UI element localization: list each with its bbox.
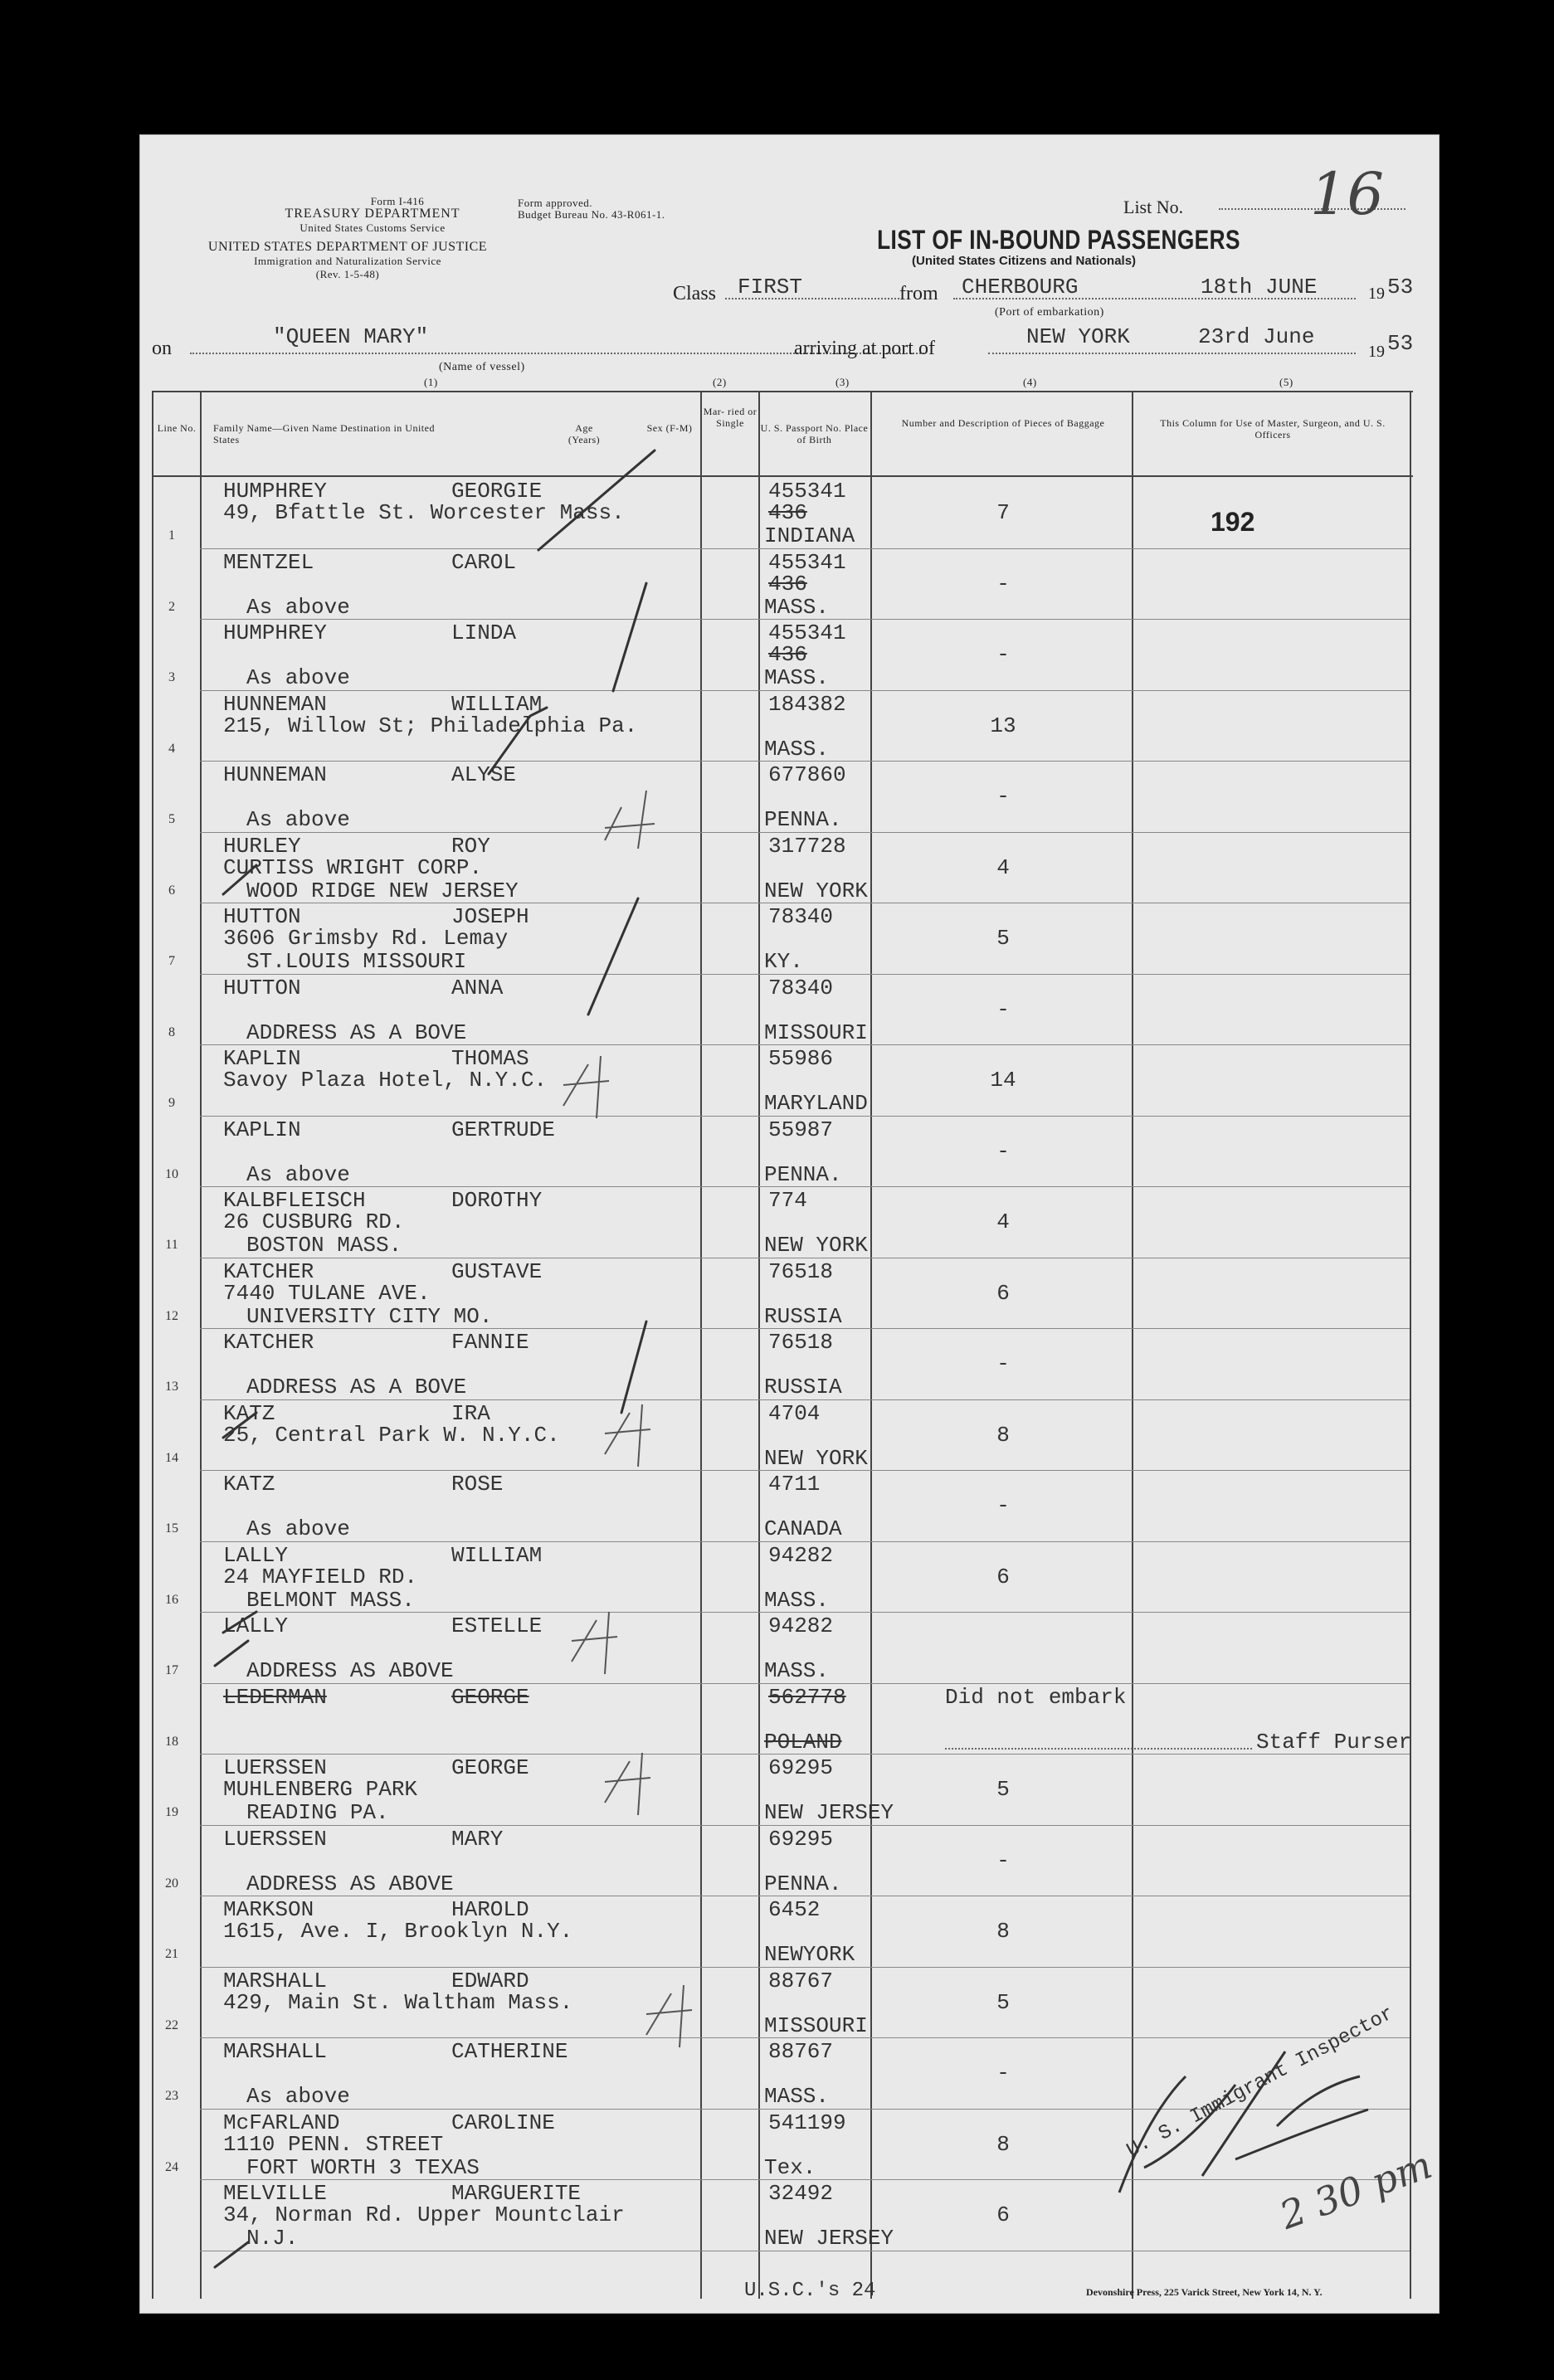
place-of-birth: KY. [764, 949, 803, 974]
baggage-count: 6 [996, 1564, 1010, 1589]
given-name: CAROLINE [451, 2110, 555, 2135]
family-name: LUERSSEN [223, 1755, 327, 1780]
place-of-birth: NEW YORK [764, 1445, 868, 1471]
address-line-2: ADDRESS AS A BOVE [246, 1375, 467, 1399]
baggage-count: 8 [996, 2131, 1010, 2157]
address-line-2: BOSTON MASS. [246, 1233, 402, 1258]
passport-number: 541199 [768, 2110, 846, 2135]
on-label: on [152, 338, 172, 359]
passport-number-struck: 436 [768, 642, 807, 667]
line-number: 12 [165, 1308, 178, 1323]
place-of-birth: NEW YORK [764, 878, 868, 903]
baggage-count: 6 [996, 1280, 1010, 1306]
inspection-time: 2 30 pm [1274, 2142, 1438, 2238]
place-of-birth: MASS. [764, 2084, 830, 2109]
given-name: ESTELLE [451, 1613, 543, 1638]
justice-department: UNITED STATES DEPARTMENT OF JUSTICE [207, 240, 488, 254]
customs-service: United States Customs Service [300, 221, 446, 234]
embarkation-date: 18th JUNE [1201, 275, 1318, 299]
year-prefix-2: 19 [1368, 343, 1385, 361]
family-name: KATZ [223, 1472, 275, 1497]
address-line-2: FORT WORTH 3 TEXAS [246, 2154, 480, 2180]
address-line-2: As above [246, 1516, 350, 1541]
line-number: 2 [168, 599, 175, 614]
baggage-count: 7 [996, 500, 1010, 525]
baggage-note: Did not embark [945, 1684, 1127, 1710]
arrival-year: 53 [1387, 331, 1414, 356]
given-name: CATHERINE [451, 2039, 568, 2064]
place-of-birth: MARYLAND [764, 1091, 868, 1116]
line-number: 21 [165, 1947, 178, 1961]
line-number: 4 [168, 741, 175, 756]
passport-number: 55986 [768, 1046, 834, 1071]
family-name: MARSHALL [223, 1968, 327, 1993]
address-line-2: As above [246, 2084, 350, 2109]
col-num-3: (3) [835, 376, 850, 388]
passport-number: 55987 [768, 1117, 834, 1142]
arriving-label: arriving at port of [794, 338, 935, 359]
baggage-count: 4 [996, 1209, 1010, 1234]
place-of-birth: NEW JERSEY [764, 2226, 894, 2251]
baggage-count: 8 [996, 1919, 1010, 1944]
port-of-embarkation: CHERBOURG [962, 275, 1079, 299]
passport-number: 69295 [768, 1826, 834, 1852]
place-of-birth: MASS. [764, 594, 830, 620]
address-line-1: 1110 PENN. STREET [223, 2131, 444, 2157]
treasury-department: TREASURY DEPARTMENT [285, 207, 460, 221]
line-number: 24 [165, 2159, 178, 2174]
baggage-count: - [996, 784, 1010, 809]
passport-number: 76518 [768, 1258, 834, 1284]
passport-number: 774 [768, 1188, 807, 1213]
given-name: CAROL [451, 549, 517, 575]
passport-number: 88767 [768, 1968, 834, 1993]
punch-hole [91, 332, 129, 377]
baggage-count: - [996, 2061, 1010, 2086]
arrival-port: NEW YORK [1026, 324, 1130, 349]
line-number: 5 [168, 812, 175, 826]
address-line-1: CURTISS WRIGHT CORP. [223, 854, 483, 880]
col-sex: Sex (F-M) [646, 422, 693, 434]
address-line-1: 215, Willow St; Philadelphia Pa. [223, 713, 638, 738]
col-age: Age (Years) [568, 422, 601, 445]
address-line-2: As above [246, 594, 350, 620]
col-num-5: (5) [1279, 376, 1293, 388]
form-number: Form I-416 [370, 195, 425, 207]
revision: (Rev. 1-5-48) [315, 268, 380, 280]
family-name: McFARLAND [223, 2110, 340, 2135]
family-name: KATCHER [223, 1330, 314, 1355]
immigration-service: Immigration and Naturalization Service [254, 255, 441, 267]
given-name: GUSTAVE [451, 1258, 543, 1284]
line-number: 14 [165, 1450, 178, 1465]
family-name: HURLEY [223, 833, 301, 859]
punch-hole [91, 184, 129, 229]
passport-number: 4704 [768, 1400, 821, 1426]
place-of-birth: POLAND [764, 1729, 842, 1755]
passport-number: 4711 [768, 1472, 821, 1497]
given-name: THOMAS [451, 1046, 529, 1071]
passenger-manifest-page [139, 134, 1440, 2314]
given-name: HAROLD [451, 1897, 529, 1922]
punch-hole [91, 1630, 129, 1675]
list-no-label: List No. [1123, 197, 1184, 217]
embarkation-year: 53 [1387, 275, 1414, 299]
baggage-count: - [996, 1847, 1010, 1873]
address-line-2: READING PA. [246, 1800, 389, 1825]
passport-number: 69295 [768, 1755, 834, 1780]
passport-number: 562778 [768, 1684, 846, 1710]
printer-imprint: Devonshire Press, 225 Varick Street, New York 14, N. Y. [1086, 2286, 1323, 2298]
passport-number: 184382 [768, 691, 846, 717]
budget-bureau: Budget Bureau No. 43-R061-1. [518, 208, 665, 221]
passport-number: 6452 [768, 1897, 821, 1922]
passport-number: 677860 [768, 762, 846, 787]
given-name: DOROTHY [451, 1188, 543, 1213]
baggage-count: 5 [996, 1989, 1010, 2015]
col-baggage: Number and Description of Pieces of Baggage [901, 417, 1105, 429]
given-name: ANNA [451, 975, 504, 1000]
year-prefix: 19 [1368, 285, 1385, 303]
address-line-1: 49, Bfattle St. Worcester Mass. [223, 500, 625, 525]
given-name: MARGUERITE [451, 2181, 582, 2206]
family-name: KATZ [223, 1400, 275, 1426]
family-name: MARSHALL [223, 2039, 327, 2064]
from-label: from [899, 283, 938, 304]
place-of-birth: RUSSIA [764, 1375, 842, 1399]
inspector-stamp: U. S. Immigrant Inspector [1123, 2002, 1398, 2163]
family-name: HUMPHREY [223, 479, 327, 504]
baggage-count: - [996, 1138, 1010, 1164]
given-name: GERTRUDE [451, 1117, 555, 1142]
address-line-2: As above [246, 807, 350, 832]
family-name: KAPLIN [223, 1117, 301, 1142]
passport-number: 317728 [768, 833, 846, 859]
place-of-birth: PENNA. [764, 1871, 842, 1896]
address-line-2: BELMONT MASS. [246, 1587, 415, 1613]
place-of-birth: MISSOURI [764, 1020, 868, 1045]
place-of-birth: MASS. [764, 1587, 830, 1613]
place-of-birth: MISSOURI [764, 2013, 868, 2038]
address-line-1: 429, Main St. Waltham Mass. [223, 1989, 573, 2015]
address-line-1: MUHLENBERG PARK [223, 1777, 418, 1802]
given-name: ROY [451, 833, 490, 859]
passport-number: 94282 [768, 1542, 834, 1568]
list-number: 16 [1310, 160, 1385, 228]
family-name: KATCHER [223, 1258, 314, 1284]
vessel-caption: (Name of vessel) [439, 361, 525, 373]
passport-number: 32492 [768, 2181, 834, 2206]
address-line-1: 7440 TULANE AVE. [223, 1280, 431, 1306]
passport-number-struck: 436 [768, 500, 807, 525]
family-name: HUNNEMAN [223, 691, 327, 717]
line-number: 23 [165, 2089, 178, 2103]
passport-number-struck: 436 [768, 571, 807, 596]
baggage-count: - [996, 1351, 1010, 1376]
address-line-2: As above [246, 665, 350, 690]
line-number: 11 [165, 1238, 178, 1252]
col-num-4: (4) [1023, 376, 1037, 388]
family-name: LUERSSEN [223, 1826, 327, 1852]
punch-hole [91, 2232, 129, 2276]
line-number: 9 [168, 1096, 175, 1110]
form-approved: Form approved. [518, 197, 593, 209]
family-name: MARKSON [223, 1897, 314, 1922]
family-name: LEDERMAN [223, 1684, 327, 1710]
place-of-birth: INDIANA [764, 523, 855, 548]
family-name: MENTZEL [223, 549, 314, 575]
line-number: 18 [165, 1734, 178, 1749]
given-name: GEORGIE [451, 479, 543, 504]
family-name: HUTTON [223, 975, 301, 1000]
place-of-birth: MASS. [764, 665, 830, 690]
place-of-birth: PENNA. [764, 807, 842, 832]
col-officers: This Column for Use of Master, Surgeon, and U. S. Officers [1160, 417, 1386, 440]
address-line-2: As above [246, 1161, 350, 1187]
place-of-birth: PENNA. [764, 1161, 842, 1187]
passport-number: 78340 [768, 904, 834, 929]
arrival-date: 23rd June [1198, 324, 1315, 349]
address-line-2: UNIVERSITY CITY MO. [246, 1303, 493, 1329]
line-number: 8 [168, 1025, 175, 1039]
family-name: MELVILLE [223, 2181, 327, 2206]
class-value: FIRST [738, 275, 803, 299]
place-of-birth: NEW YORK [764, 1233, 868, 1258]
baggage-count: 5 [996, 926, 1010, 951]
address-line-2: ADDRESS AS ABOVE [246, 1658, 454, 1683]
given-name: ALYSE [451, 762, 517, 787]
col-num-2: (2) [713, 376, 727, 388]
given-name: WILLIAM [451, 1542, 543, 1568]
family-name: KAPLIN [223, 1046, 301, 1071]
given-name: WILLIAM [451, 691, 543, 717]
baggage-count: 8 [996, 1422, 1010, 1448]
given-name: ROSE [451, 1472, 504, 1497]
document-subtitle: (United States Citizens and Nationals) [912, 254, 1137, 268]
address-line-2: ST.LOUIS MISSOURI [246, 949, 467, 974]
col-num-1: (1) [424, 376, 438, 388]
place-of-birth: MASS. [764, 1658, 830, 1683]
baggage-count: 4 [996, 854, 1010, 880]
place-of-birth: NEW JERSEY [764, 1800, 894, 1825]
class-label: Class [673, 283, 717, 304]
baggage-count: 13 [990, 713, 1016, 738]
col-passport: U. S. Passport No. Place of Birth [760, 422, 869, 445]
baggage-count: - [996, 1493, 1010, 1518]
line-number: 7 [168, 954, 175, 968]
address-line-1: 1615, Ave. I, Brooklyn N.Y. [223, 1919, 573, 1944]
given-name: JOSEPH [451, 904, 529, 929]
handwritten-checkmarks [140, 135, 1439, 2313]
line-number: 1 [168, 528, 175, 543]
baggage-count: - [996, 571, 1010, 596]
passport-number: 455341 [768, 549, 846, 575]
line-number: 3 [168, 670, 175, 684]
baggage-count: - [996, 642, 1010, 667]
line-number: 13 [165, 1380, 178, 1394]
given-name: LINDA [451, 621, 517, 645]
address-line-1: 34, Norman Rd. Upper Mountclair [223, 2202, 625, 2227]
passport-number: 88767 [768, 2039, 834, 2064]
document-title: LIST OF IN-BOUND PASSENGERS [877, 225, 1240, 255]
address-line-1: 26 CUSBURG RD. [223, 1209, 405, 1234]
passport-number: 455341 [768, 479, 846, 504]
address-line-2: N.J. [246, 2226, 299, 2251]
family-name: HUTTON [223, 904, 301, 929]
vessel-name: "QUEEN MARY" [273, 324, 429, 349]
punch-hole [91, 1211, 129, 1256]
port-embarkation-caption: (Port of embarkation) [995, 306, 1104, 319]
place-of-birth: MASS. [764, 736, 830, 762]
family-name: HUNNEMAN [223, 762, 327, 787]
address-line-2: ADDRESS AS ABOVE [246, 1871, 454, 1896]
line-number: 20 [165, 1876, 178, 1891]
family-name: HUMPHREY [223, 621, 327, 645]
address-line-1: 3606 Grimsby Rd. Lemay [223, 926, 509, 951]
passport-number: 455341 [768, 621, 846, 645]
line-number: 6 [168, 883, 175, 898]
col-name: Family Name—Given Name Destination in United States [213, 422, 435, 445]
given-name: EDWARD [451, 1968, 529, 1993]
officer-note: Staff Purser [1256, 1729, 1412, 1755]
passport-number: 76518 [768, 1330, 834, 1355]
place-of-birth: Tex. [764, 2154, 816, 2180]
line-number: 16 [165, 1592, 178, 1607]
place-of-birth: RUSSIA [764, 1303, 842, 1329]
citizens-count: U.S.C.'s 24 [744, 2280, 876, 2302]
col-married: Mar- ried or Single [703, 406, 758, 429]
punch-hole [91, 2024, 129, 2069]
family-name: LALLY [223, 1613, 289, 1638]
col-line-no: Line No. [157, 422, 197, 434]
place-of-birth: NEWYORK [764, 1942, 855, 1967]
line-number: 17 [165, 1663, 178, 1677]
given-name: GEORGE [451, 1684, 529, 1710]
family-name: KALBFLEISCH [223, 1188, 366, 1213]
baggage-count: 6 [996, 2202, 1010, 2227]
officer-note: 192 [1211, 507, 1255, 537]
passport-number: 94282 [768, 1613, 834, 1638]
address-line-2: WOOD RIDGE NEW JERSEY [246, 878, 519, 903]
baggage-count: 14 [990, 1068, 1016, 1093]
baggage-count: - [996, 996, 1010, 1022]
place-of-birth: CANADA [764, 1516, 842, 1541]
given-name: FANNIE [451, 1330, 529, 1355]
given-name: MARY [451, 1826, 504, 1852]
address-line-1: 24 MAYFIELD RD. [223, 1564, 418, 1589]
line-number: 15 [165, 1521, 178, 1536]
baggage-count: 5 [996, 1777, 1010, 1802]
punch-hole [91, 722, 129, 767]
line-number: 19 [165, 1805, 178, 1819]
given-name: IRA [451, 1400, 490, 1426]
family-name: LALLY [223, 1542, 289, 1568]
line-number: 22 [165, 2017, 178, 2032]
line-number: 10 [165, 1166, 178, 1181]
address-line-1: Savoy Plaza Hotel, N.Y.C. [223, 1068, 548, 1093]
passport-number: 78340 [768, 975, 834, 1000]
address-line-1: 25, Central Park W. N.Y.C. [223, 1422, 560, 1448]
given-name: GEORGE [451, 1755, 529, 1780]
address-line-2: ADDRESS AS A BOVE [246, 1020, 467, 1045]
